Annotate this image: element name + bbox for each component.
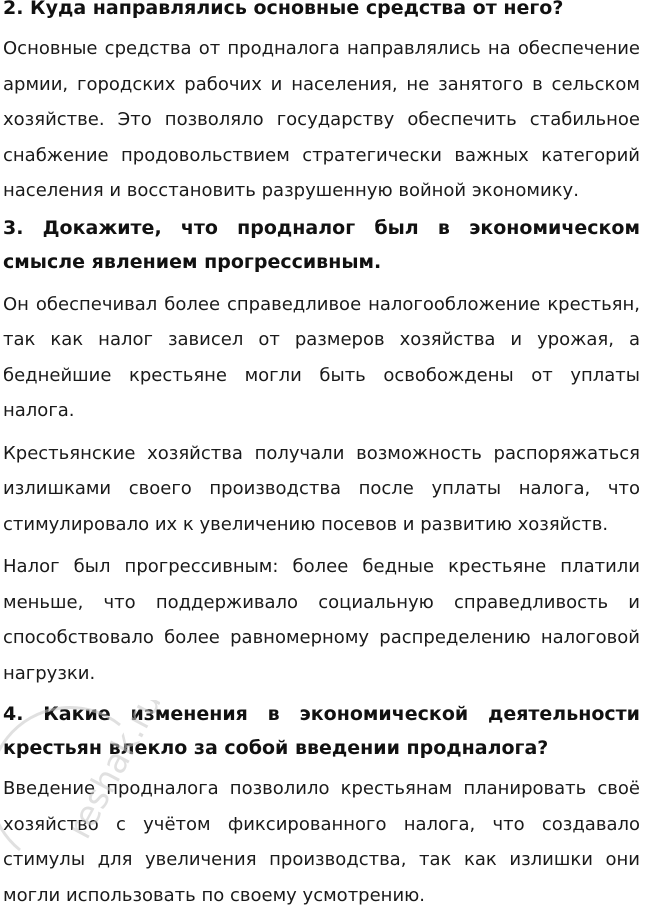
answer-3-paragraph-2: Крестьянские хозяйства получали возможность распоряжаться излишками своего производства после уплаты налога, что стимулировало их к увеличению посевов и развитию хозяйств. (3, 442, 640, 535)
question-2-heading: 2. Куда направлялись основные средства от него? (3, 0, 564, 19)
answer-3-paragraph-3: Налог был прогрессивным: более бедные крестьяне платили меньше, что поддерживало социальную справедливость и способствовало более равномерному распределению налоговой нагрузки. (3, 556, 640, 684)
answer-3-paragraph-1: Он обеспечивал более справедливое налогообложение крестьян, так как налог зависел от размеров хозяйства и урожая, а беднейшие крестьяне могли быть освобождены от уплаты налога. (3, 293, 640, 421)
question-3-heading: 3. Докажите, что продналог был в экономическом смысле явлением прогрессивным. (3, 216, 640, 273)
question-4-heading: 4. Какие изменения в экономической деятельности крестьян влекло за собой введении продналога? (3, 703, 640, 759)
answer-2-paragraph: Основные средства от продналога направлялись на обеспечение армии, городских рабочих и населения, не занятого в сельском хозяйстве. Это позволяло государству обеспечить стабильное снабжение продовольствием стратегически важных категорий населения и восстановить разрушенную войной экономику. (3, 38, 640, 201)
answer-4-paragraph: Введение продналога позволило крестьянам планировать своё хозяйство с учётом фиксированного налога, что создавало стимулы для увеличения производства, так как излишки они могли использовать по своему усмотрению. (3, 778, 640, 906)
watermark-text: reshak.ru (59, 700, 160, 846)
